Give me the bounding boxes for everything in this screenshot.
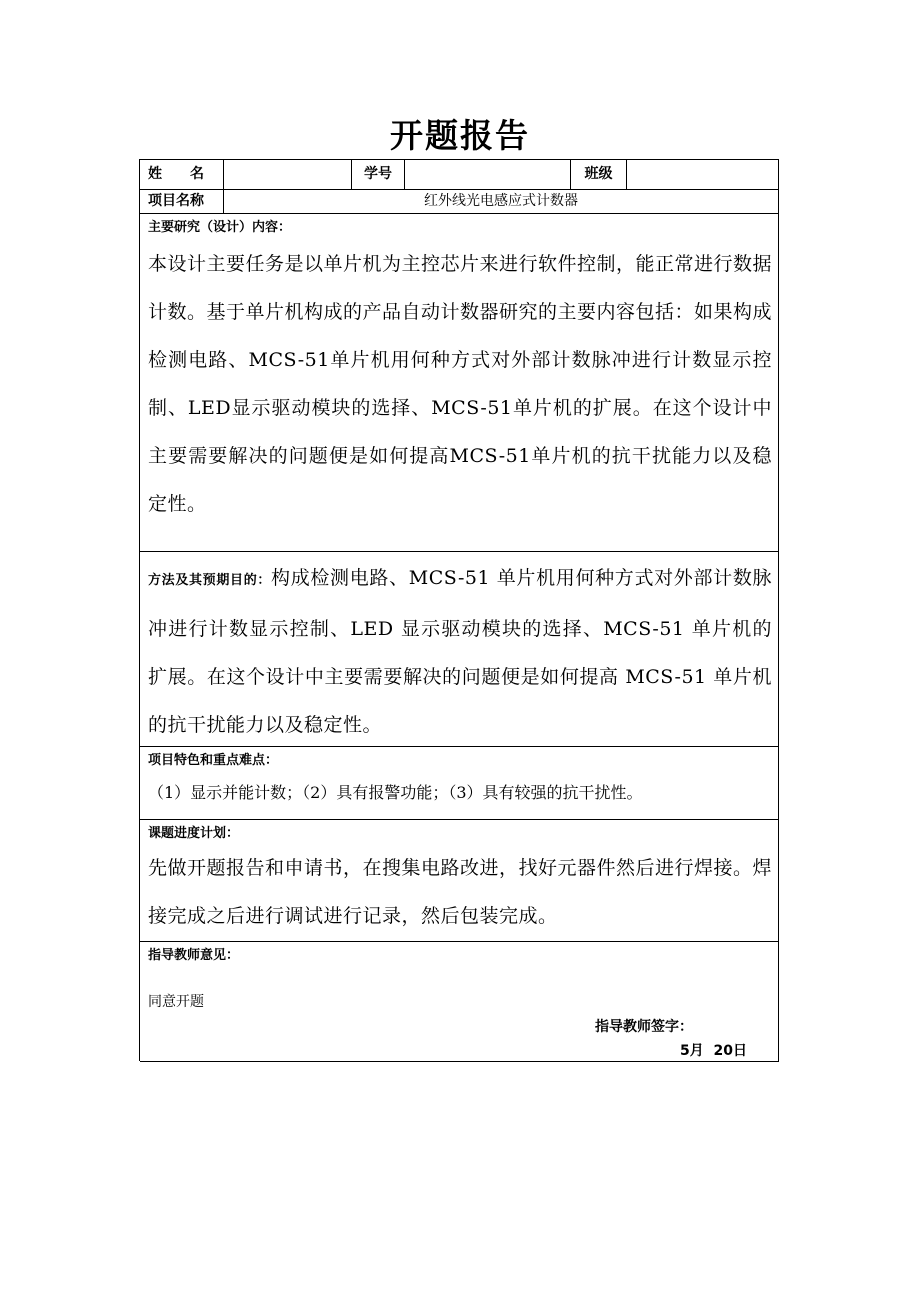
method-label: 方法及其预期目的： (148, 573, 272, 588)
research-label: 主要研究（设计）内容： (148, 220, 292, 235)
page-title: 开题报告 (390, 116, 530, 155)
research-section (140, 214, 779, 552)
student-id-label: 学号 (364, 166, 392, 182)
proposal-form (139, 159, 779, 1061)
class-label-cell (571, 160, 627, 190)
name-label-cell (140, 160, 224, 190)
research-text: 本设计主要任务是以单片机为主控芯片来进行软件控制，能正常进行数据计数。基于单片机构成的产品自动计数器研究的主要内容包括：如果构成检测电路、MCS-51单片机用何种方式对外部计数脉冲进行计数显示控制、LED显示驱动模块的选择、MCS-51单片机的扩展。在这个设计中主要需要解决的问题便是如何提高MCS-51单片机的抗干扰能力以及稳定性。 (148, 253, 773, 515)
name-label: 姓 名 (148, 166, 204, 182)
advisor-section (140, 942, 779, 1062)
student-id-label-cell (352, 160, 405, 190)
schedule-label: 课题进度计划： (148, 826, 240, 841)
name-field[interactable] (224, 160, 352, 190)
method-paragraph (140, 552, 778, 747)
project-label-cell (140, 190, 224, 214)
schedule-text: 先做开题报告和申请书，在搜集电路改进，找好元器件然后进行焊接。焊接完成之后进行调试进行记录，然后包装完成。 (148, 857, 773, 927)
class-field[interactable] (627, 160, 779, 190)
features-label: 项目特色和重点难点： (148, 753, 279, 768)
schedule-section (140, 820, 779, 942)
project-name-field[interactable] (224, 190, 779, 214)
advisor-date: 5月 20日 (680, 1043, 747, 1059)
class-label: 班级 (584, 166, 613, 182)
project-name-value: 红外线光电感应式计数器 (424, 193, 578, 209)
student-id-field[interactable] (405, 160, 571, 190)
advisor-signature-label: 指导教师签字： (595, 1019, 693, 1035)
method-text: 构成检测电路、MCS-51 单片机用何种方式对外部计数脉冲进行计数显示控制、LED 显示驱动模块的选择、MCS-51 单片机的扩展。在这个设计中主要需要解决的问题便是如何提高 MCS-51 单片机的抗干扰能力以及稳定性。 (148, 567, 772, 736)
project-label: 项目名称 (148, 193, 204, 209)
features-section (140, 747, 779, 820)
features-text: （1）显示并能计数；（2）具有报警功能；（3）具有较强的抗干扰性。 (148, 783, 643, 802)
advisor-opinion: 同意开题 (148, 994, 204, 1010)
advisor-label: 指导教师意见： (148, 948, 240, 963)
method-section (140, 552, 779, 747)
